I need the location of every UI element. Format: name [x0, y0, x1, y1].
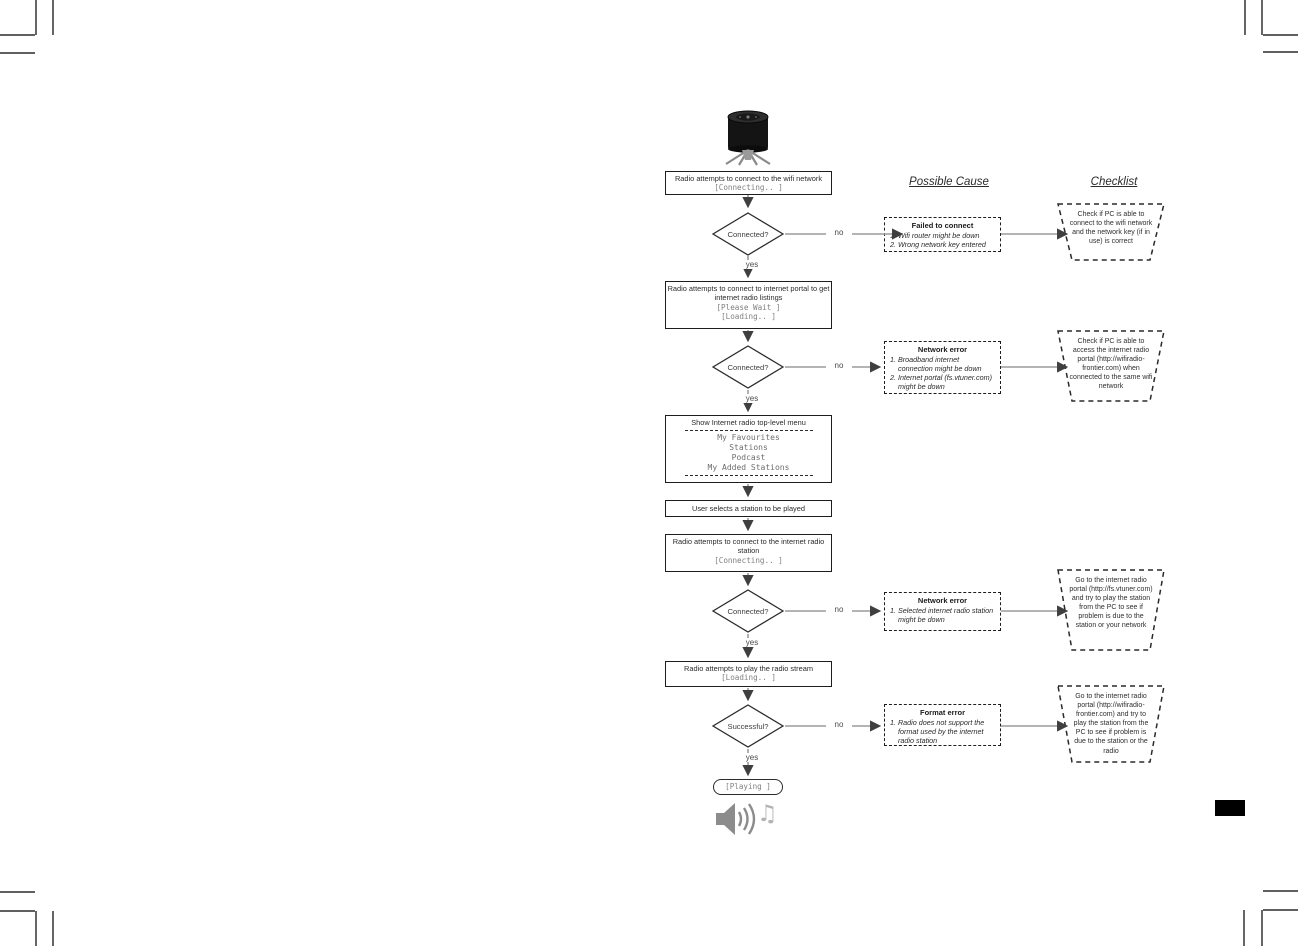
decision-station-connected	[712, 589, 784, 633]
speaker-sound-icon	[712, 798, 762, 840]
menu-item-stations: Stations	[729, 443, 768, 453]
status-connecting-2: [Connecting.. ]	[714, 555, 783, 565]
no-label-2: no	[826, 361, 852, 370]
cause-network-error-portal	[884, 341, 1001, 394]
yes-label-2: yes	[738, 394, 766, 403]
cause-item: 2. Wrong network key entered	[890, 239, 986, 249]
yes-label-4: yes	[738, 753, 766, 762]
status-please-wait: [Please Wait ]	[716, 302, 781, 312]
menu-item-favourites: My Favourites	[717, 433, 780, 443]
cause-network-error-station	[884, 592, 1001, 631]
cause-item: 1. Radio does not support the format used by the internet radio station	[890, 717, 985, 746]
checklist-station	[1056, 569, 1166, 651]
cause-item: 2. Internet portal (fs.vtuner.com) might be down	[890, 373, 992, 392]
cause-title: Format error	[919, 708, 965, 717]
step-select-station-text: User selects a station to be played	[692, 503, 805, 513]
checklist-wifi-text: Check if PC is able to connect to the wifi network and the network key (if in use) is correct	[1069, 211, 1153, 246]
possible-cause-header: Possible Cause	[909, 176, 989, 188]
step-wifi-connect	[665, 171, 832, 195]
step-select-station	[665, 500, 832, 517]
checklist-station-text: Go to the internet radio portal (http://fs.vtuner.com) and try to play the station from the PC to see if problem is due to the station or your network	[1069, 577, 1153, 630]
step-station-connect	[665, 534, 832, 572]
checklist-format-text: Go to the internet radio portal (http://wifiradio-frontier.com) and try to play the station from the PC to see if problem is due to the station or the radio	[1073, 693, 1149, 755]
playing-terminal	[713, 779, 783, 795]
step-play-stream	[665, 661, 832, 687]
step-play-stream-text: Radio attempts to play the radio stream	[684, 664, 813, 673]
menu-item-added-stations: My Added Stations	[707, 462, 790, 472]
radio-device-icon	[718, 104, 778, 166]
no-label-1: no	[826, 228, 852, 237]
status-connecting: [Connecting.. ]	[714, 183, 783, 193]
decision-wifi-connected-text: Connected?	[727, 229, 769, 239]
cause-title: Network error	[917, 596, 968, 605]
checklist-wifi	[1056, 203, 1166, 261]
decision-portal-connected	[712, 345, 784, 389]
decision-play-successful-text: Successful?	[727, 721, 769, 731]
cause-item: 1. Wifi router might be down	[890, 230, 980, 240]
yes-label-1: yes	[738, 260, 766, 269]
status-loading: [Loading.. ]	[721, 312, 776, 322]
decision-play-successful	[712, 704, 784, 748]
step-station-connect-text: Radio attempts to connect to the internet radio station	[672, 537, 825, 556]
cause-title: Failed to connect	[911, 221, 974, 230]
step-show-menu	[665, 415, 832, 483]
step-portal-connect-text: Radio attempts to connect to internet portal to get internet radio listings	[667, 284, 830, 303]
menu-item-podcast: Podcast	[731, 452, 766, 462]
no-label-3: no	[826, 605, 852, 614]
decision-wifi-connected	[712, 212, 784, 256]
no-label-4: no	[826, 720, 852, 729]
step-wifi-connect-text: Radio attempts to connect to the wifi network	[674, 174, 823, 183]
checklist-format	[1056, 685, 1166, 763]
checklist-portal-text: Check if PC is able to access the internet radio portal (http://wifiradio-frontier.com) when connected to the same wifi network	[1069, 338, 1153, 391]
decision-portal-connected-text: Connected?	[727, 362, 769, 372]
music-note-icon: ♫	[757, 801, 778, 827]
page-number-block	[1215, 800, 1245, 816]
cause-failed-to-connect	[884, 217, 1001, 252]
cause-title: Network error	[917, 345, 968, 354]
yes-label-3: yes	[738, 638, 766, 647]
cause-format-error	[884, 704, 1001, 746]
step-show-menu-title: Show Internet radio top-level menu	[691, 418, 806, 427]
playing-terminal-text: [Playing ]	[725, 782, 771, 792]
menu-divider-bottom	[685, 475, 813, 476]
status-loading-2: [Loading.. ]	[721, 673, 776, 683]
checklist-header: Checklist	[1090, 176, 1138, 188]
cause-item: 1. Selected internet radio station might be down	[890, 605, 994, 624]
cause-item: 1. Broadband internet connection might be down	[890, 354, 982, 373]
decision-station-connected-text: Connected?	[727, 606, 769, 616]
step-portal-connect	[665, 281, 832, 329]
checklist-portal	[1056, 330, 1166, 402]
menu-divider-top	[685, 430, 813, 431]
